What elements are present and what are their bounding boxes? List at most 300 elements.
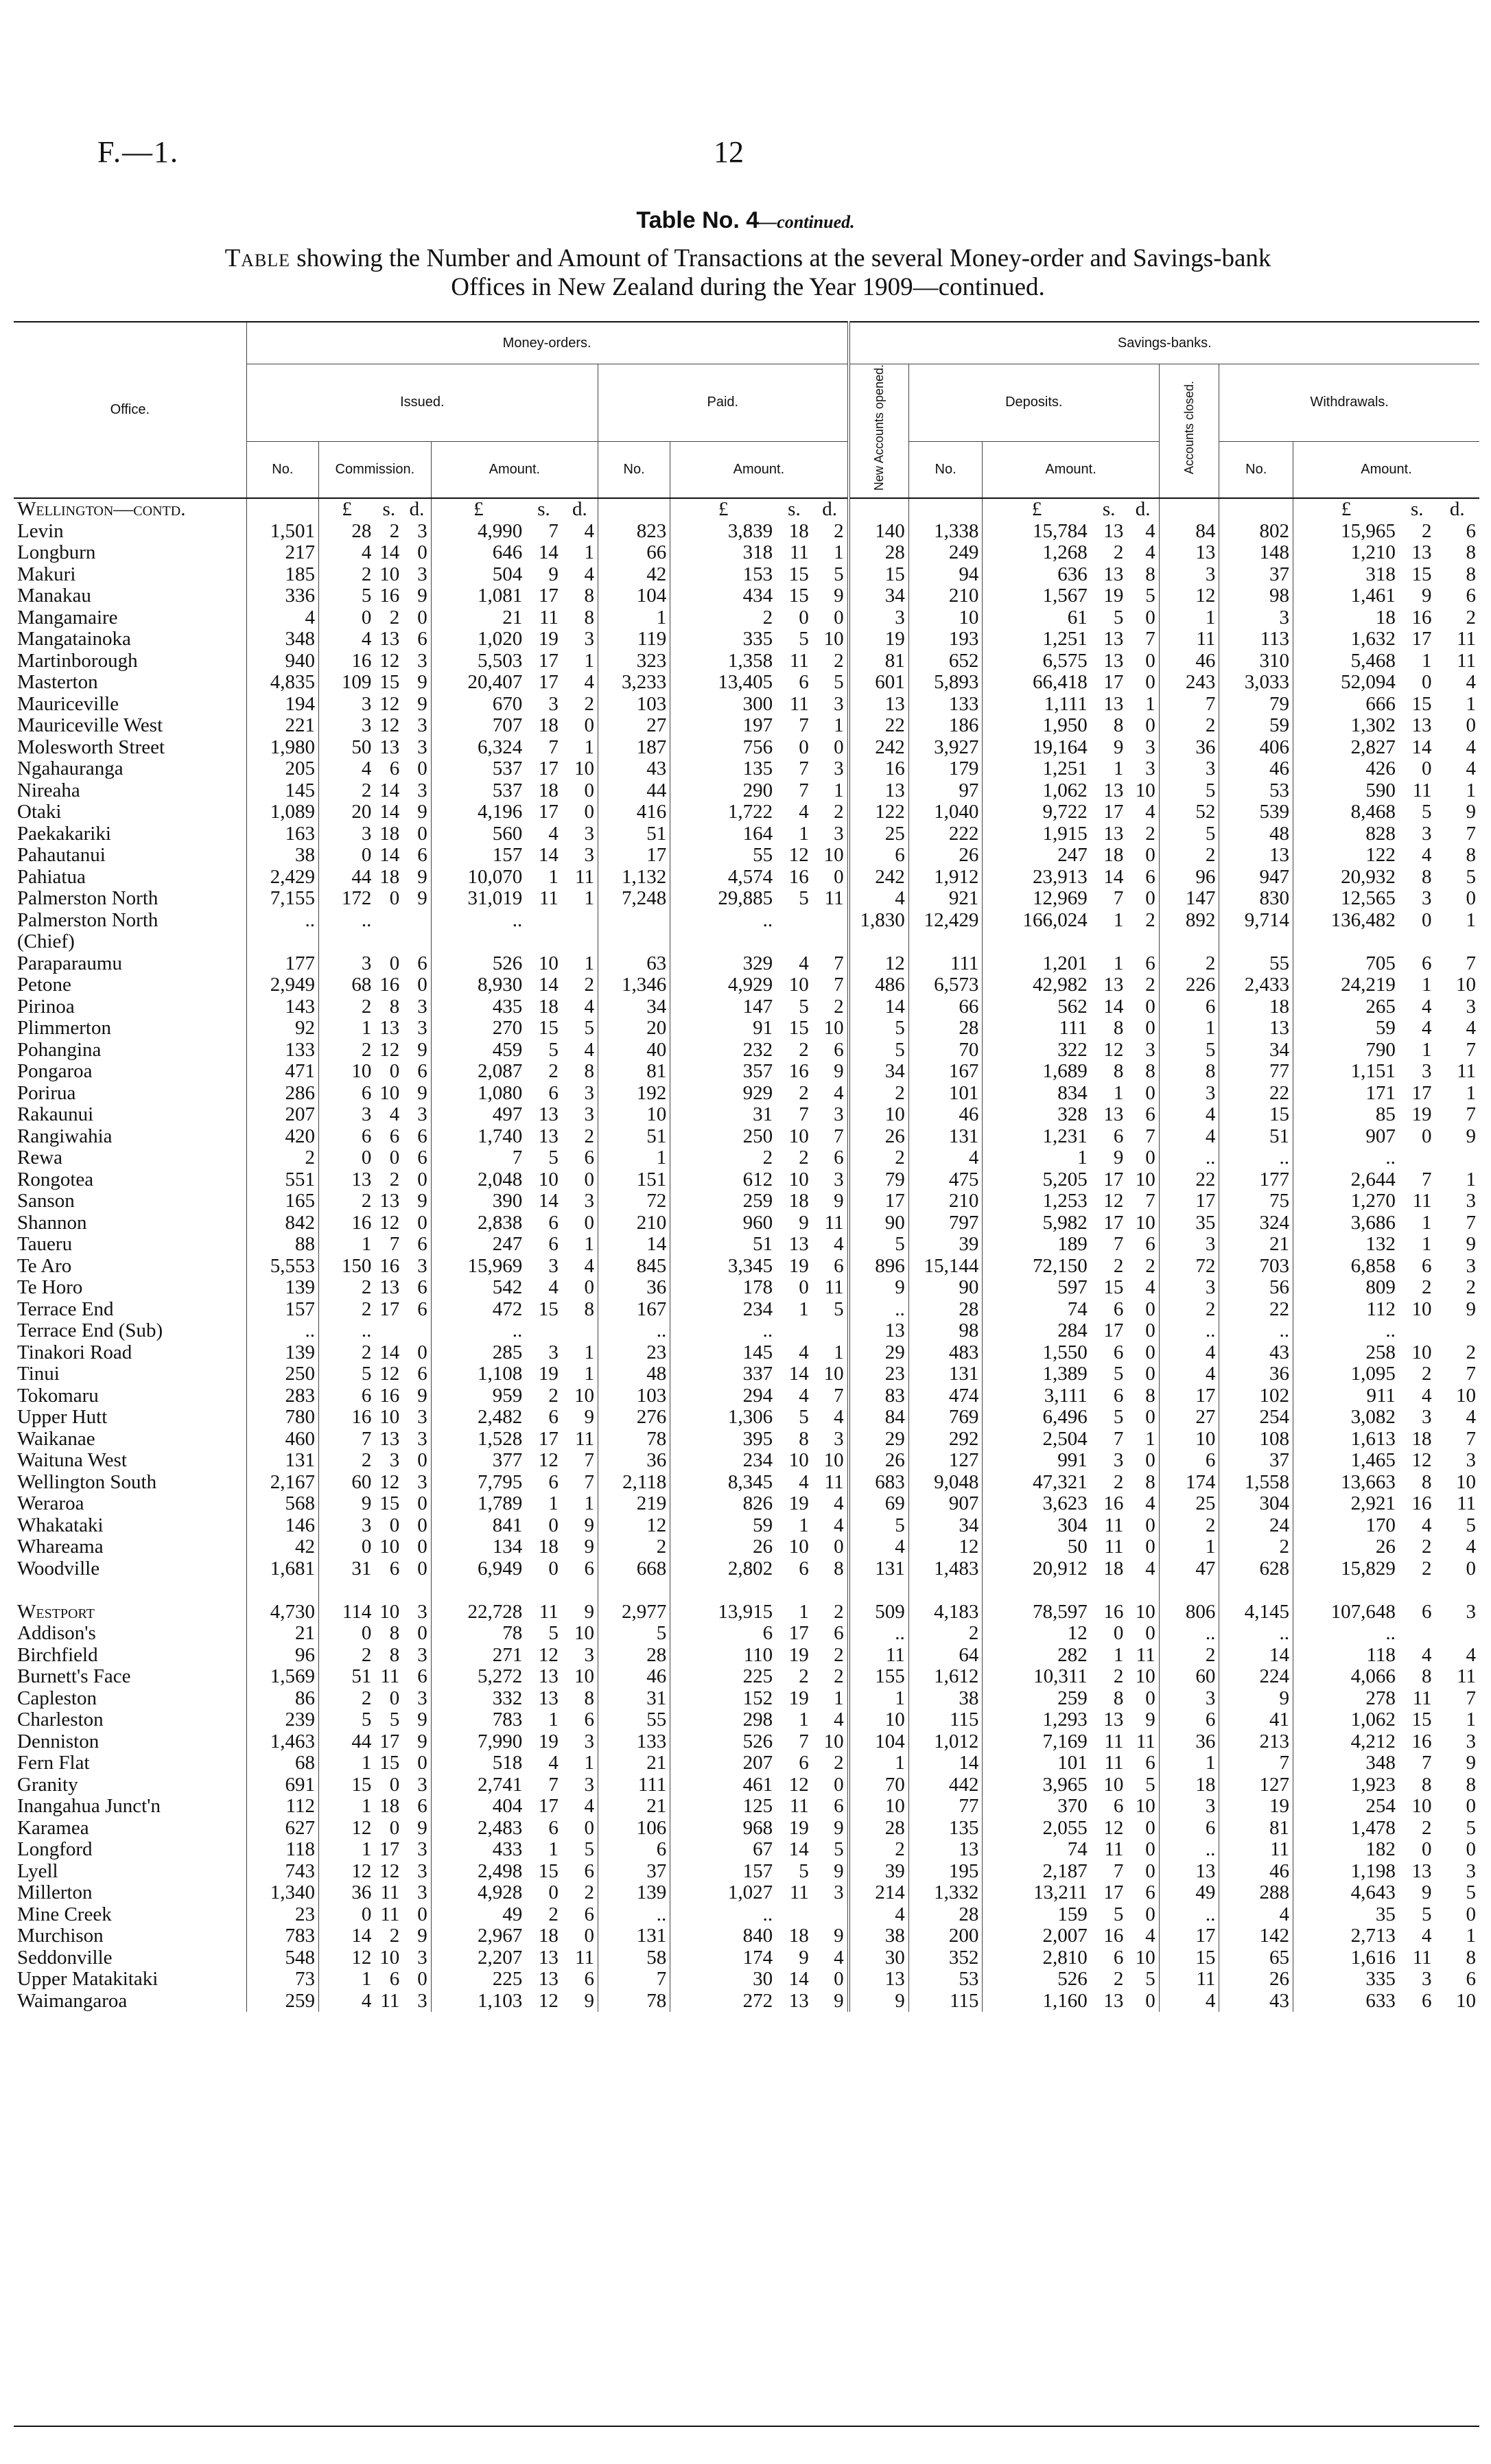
office-name: Waikanae xyxy=(17,1428,95,1450)
value-cell: 1,332 xyxy=(908,1882,983,1904)
value-cell: 13 xyxy=(379,1018,400,1040)
value-cell: 11 xyxy=(380,1666,400,1688)
value-cell: 1,268 xyxy=(983,542,1091,564)
value-cell: 58 xyxy=(598,1947,670,1969)
value-cell: 6 xyxy=(1145,1882,1155,1904)
value-cell: 11 xyxy=(539,1601,559,1623)
value-cell: 0 xyxy=(584,1925,594,1947)
value-cell: 28 xyxy=(908,1299,983,1321)
value-cell: 222 xyxy=(908,823,983,845)
unit-cell: d. xyxy=(1449,498,1465,521)
value-cell: 112 xyxy=(1293,1299,1399,1321)
value-cell: 0 xyxy=(1145,1623,1155,1645)
value-cell: 193 xyxy=(908,629,983,650)
value-cell: 96 xyxy=(1159,867,1219,889)
office-name: Mauriceville xyxy=(17,693,119,715)
value-cell: .. xyxy=(431,910,526,932)
value-cell: 11 xyxy=(1412,1687,1432,1709)
value-cell: 47 xyxy=(1159,1558,1219,1580)
value-cell: 10 xyxy=(379,563,400,585)
value-cell: 5,205 xyxy=(983,1169,1091,1191)
value-cell: 5 xyxy=(1159,823,1219,845)
value-cell: 5 xyxy=(849,1515,909,1537)
value-cell: 828 xyxy=(1293,823,1399,845)
value-cell: 48 xyxy=(1219,823,1293,845)
value-cell: 2 xyxy=(849,1839,909,1861)
value-cell: 5 xyxy=(799,1407,809,1429)
value-cell: 3 xyxy=(318,715,375,737)
value-cell: 239 xyxy=(246,1709,318,1731)
value-cell: 3 xyxy=(417,1407,427,1429)
value-cell: 9 xyxy=(834,1190,844,1212)
value-cell: 460 xyxy=(246,1429,318,1451)
office-name: Sanson xyxy=(17,1190,75,1212)
value-cell: 112 xyxy=(246,1796,318,1818)
value-cell: 1 xyxy=(799,1298,809,1320)
office-name: Levin xyxy=(17,520,64,542)
value-cell xyxy=(849,931,909,953)
value-cell: 78 xyxy=(598,1991,670,2013)
value-cell: 13,915 xyxy=(670,1601,776,1623)
value-cell: 13 xyxy=(379,736,400,758)
value-cell: 8 xyxy=(1113,715,1124,737)
value-cell: 152 xyxy=(670,1688,776,1710)
value-cell: 486 xyxy=(849,974,909,996)
value-cell: 68 xyxy=(246,1752,318,1774)
value-cell: 9 xyxy=(318,1493,375,1515)
value-cell: 22 xyxy=(1219,1083,1293,1105)
value-cell: 6 xyxy=(1145,866,1155,888)
value-cell: 5 xyxy=(548,1039,559,1061)
table-row xyxy=(14,1429,1479,1451)
value-cell: 18 xyxy=(788,520,809,542)
value-cell: 542 xyxy=(431,1277,526,1299)
table-row xyxy=(14,1256,1479,1278)
units-row xyxy=(14,498,1479,521)
value-cell: 0 xyxy=(417,1493,427,1515)
value-cell: 7 xyxy=(1422,1169,1432,1190)
value-cell: 2 xyxy=(1466,1341,1476,1363)
value-cell: 2 xyxy=(1159,1299,1219,1321)
page-number: 12 xyxy=(714,135,744,169)
value-cell xyxy=(776,910,812,932)
value-cell: 70 xyxy=(849,1774,909,1796)
value-cell: 3 xyxy=(849,607,909,629)
value-cell: 6 xyxy=(1422,952,1432,974)
issued-header: Issued. xyxy=(246,364,598,442)
value-cell: 98 xyxy=(908,1320,983,1342)
table-row xyxy=(14,1126,1479,1148)
value-cell: 0 xyxy=(389,1687,400,1709)
value-cell: 1 xyxy=(834,1687,844,1709)
value-cell: 34 xyxy=(1219,1040,1293,1061)
value-cell: 3 xyxy=(389,1450,400,1472)
value-cell: 6 xyxy=(584,1860,594,1882)
value-cell: 4 xyxy=(834,1709,844,1731)
unit-cell: d. xyxy=(822,498,838,521)
value-cell: 4 xyxy=(548,1752,559,1774)
value-cell: 2,007 xyxy=(983,1925,1091,1947)
value-cell: 16 xyxy=(318,1407,375,1429)
value-cell: 13 xyxy=(379,1190,400,1212)
value-cell: 3 xyxy=(834,1428,844,1450)
value-cell: 6 xyxy=(417,1234,427,1256)
office-name: Pahiatua xyxy=(17,866,86,888)
value-cell: 4 xyxy=(834,1082,844,1104)
value-cell: 5 xyxy=(1113,1903,1124,1925)
value-cell: 1 xyxy=(1466,693,1476,715)
value-cell: 75 xyxy=(1219,1190,1293,1212)
value-cell: 7 xyxy=(431,1147,526,1169)
value-cell: 1,550 xyxy=(983,1342,1091,1364)
value-cell: 6 xyxy=(417,1147,427,1169)
value-cell: 5 xyxy=(799,1860,809,1882)
value-cell: 282 xyxy=(983,1645,1091,1667)
value-cell: 119 xyxy=(598,629,670,650)
value-cell: 14 xyxy=(1103,866,1124,888)
value-cell: 6 xyxy=(389,1125,400,1147)
value-cell: 92 xyxy=(246,1018,318,1040)
value-cell: 2 xyxy=(1113,542,1124,564)
value-cell: .. xyxy=(246,1320,318,1342)
office-name: Ngahauranga xyxy=(17,758,124,780)
value-cell: 1 xyxy=(1113,909,1124,931)
office-name: Upper Hutt xyxy=(17,1407,108,1429)
section-title: Wellington—contd. xyxy=(17,498,186,521)
value-cell: 6 xyxy=(1422,1990,1432,2012)
value-cell: 11 xyxy=(575,866,594,888)
value-cell: 11 xyxy=(575,1947,594,1969)
spacer-cell xyxy=(670,1580,776,1601)
value-cell: 5 xyxy=(584,1018,594,1040)
value-cell: 10 xyxy=(538,952,559,974)
value-cell: 234 xyxy=(670,1450,776,1472)
value-cell: 2,967 xyxy=(431,1925,526,1947)
value-cell: 560 xyxy=(431,823,526,845)
value-cell: 1,912 xyxy=(908,867,983,889)
paid-no-header: No. xyxy=(598,441,670,498)
value-cell: 6 xyxy=(834,1796,844,1818)
value-cell: 26 xyxy=(908,845,983,867)
value-cell: 10 xyxy=(379,1601,400,1623)
value-cell: 324 xyxy=(1219,1212,1293,1234)
value-cell: 3 xyxy=(1113,1450,1124,1472)
office-name: Weraroa xyxy=(17,1493,84,1515)
office-name: Granity xyxy=(17,1774,78,1796)
value-cell: 18 xyxy=(788,1190,809,1212)
value-cell: 11 xyxy=(789,693,809,715)
value-cell: 318 xyxy=(1293,564,1399,586)
value-cell xyxy=(318,931,375,953)
value-cell: 2 xyxy=(834,1601,844,1623)
value-cell: 1,923 xyxy=(1293,1774,1399,1796)
value-cell: 131 xyxy=(908,1363,983,1385)
value-cell: 336 xyxy=(246,585,318,607)
value-cell: 15 xyxy=(1103,1277,1124,1299)
value-cell: 48 xyxy=(598,1363,670,1385)
value-cell: 8 xyxy=(1422,1774,1432,1796)
value-cell: 157 xyxy=(431,845,526,867)
value-cell: 1 xyxy=(584,1341,594,1363)
value-cell xyxy=(562,1320,598,1342)
value-cell: 101 xyxy=(908,1083,983,1105)
table-end-rule xyxy=(14,2426,1479,2427)
value-cell: 0 xyxy=(1145,1687,1155,1709)
value-cell: 2 xyxy=(598,1536,670,1558)
value-cell: 1 xyxy=(548,1493,559,1515)
table-row xyxy=(14,715,1479,737)
value-cell: 6 xyxy=(417,629,427,650)
value-cell: 12 xyxy=(598,1515,670,1537)
value-cell: 420 xyxy=(246,1126,318,1148)
office-name: Shannon xyxy=(17,1212,87,1234)
value-cell: 1,830 xyxy=(849,910,909,932)
value-cell: 166,024 xyxy=(983,910,1091,932)
value-cell: 14 xyxy=(1219,1645,1293,1667)
value-cell: 10,311 xyxy=(983,1666,1091,1688)
value-cell: 6 xyxy=(1145,952,1155,974)
value-cell: 1,012 xyxy=(908,1731,983,1753)
value-cell: 0 xyxy=(417,542,427,564)
value-cell: 254 xyxy=(1219,1407,1293,1429)
table-row xyxy=(14,931,1479,953)
value-cell: 52 xyxy=(1159,801,1219,823)
value-cell: 0 xyxy=(417,1169,427,1190)
spacer-cell xyxy=(431,1580,526,1601)
value-cell: 335 xyxy=(670,629,776,650)
value-cell: .. xyxy=(1293,1623,1399,1645)
value-cell: 11 xyxy=(1104,1514,1124,1536)
value-cell: 1 xyxy=(799,1601,809,1623)
value-cell: 7 xyxy=(834,952,844,974)
value-cell: 4 xyxy=(1145,801,1155,823)
value-cell: 539 xyxy=(1219,801,1293,823)
value-cell: 9 xyxy=(1219,1688,1293,1710)
value-cell: 568 xyxy=(246,1493,318,1515)
value-cell: 51 xyxy=(670,1234,776,1256)
value-cell: 135 xyxy=(908,1818,983,1840)
value-cell: 2 xyxy=(1113,1471,1124,1493)
value-cell: 6 xyxy=(1113,1385,1124,1407)
value-cell: 0 xyxy=(417,1752,427,1774)
value-cell: 14 xyxy=(788,1969,809,1991)
value-cell: 562 xyxy=(983,996,1091,1018)
value-cell: 4,145 xyxy=(1219,1601,1293,1623)
value-cell: 197 xyxy=(670,715,776,737)
value-cell: 3 xyxy=(417,1644,427,1666)
value-cell: 10 xyxy=(1456,1990,1476,2012)
value-cell: 133 xyxy=(246,1040,318,1061)
value-cell: 44 xyxy=(318,867,375,889)
value-cell: 13 xyxy=(538,1125,559,1147)
value-cell: 4 xyxy=(584,563,594,585)
value-cell: 242 xyxy=(849,867,909,889)
value-cell: 390 xyxy=(431,1190,526,1212)
value-cell: 146 xyxy=(246,1515,318,1537)
value-cell: 304 xyxy=(983,1515,1091,1537)
value-cell: 352 xyxy=(908,1947,983,1969)
value-cell xyxy=(812,931,849,953)
value-cell: 15,829 xyxy=(1293,1558,1399,1580)
office-name: Mangatainoka xyxy=(17,629,131,650)
value-cell: .. xyxy=(1159,1320,1219,1342)
value-cell: 17 xyxy=(598,845,670,867)
value-cell: 104 xyxy=(598,585,670,607)
value-cell: 11 xyxy=(1457,1493,1476,1515)
value-cell: 8 xyxy=(1466,542,1476,564)
value-cell: 3 xyxy=(1422,888,1432,910)
office-name: Mangamaire xyxy=(17,607,118,629)
value-cell: 3 xyxy=(417,520,427,542)
value-cell: 1,095 xyxy=(1293,1363,1399,1385)
value-cell: 3 xyxy=(1422,1407,1432,1429)
value-cell: 10 xyxy=(1456,1385,1476,1407)
table-row xyxy=(14,1407,1479,1429)
value-cell: 7,990 xyxy=(431,1731,526,1753)
value-cell: 67 xyxy=(670,1839,776,1861)
savings-banks-header: Savings-banks. xyxy=(849,322,1479,364)
value-cell xyxy=(812,1904,849,1926)
unit-cell: £ xyxy=(670,498,776,521)
value-cell: 294 xyxy=(670,1385,776,1407)
value-cell: 1 xyxy=(1113,1644,1124,1666)
value-cell: 4 xyxy=(799,952,809,974)
value-cell: 2 xyxy=(1466,1277,1476,1299)
value-cell: 10 xyxy=(1411,1298,1432,1320)
value-cell: 426 xyxy=(1293,758,1399,780)
value-cell: 5 xyxy=(1113,607,1124,629)
value-cell: 1 xyxy=(584,736,594,758)
value-cell: 9 xyxy=(834,1061,844,1083)
value-cell: 5 xyxy=(1113,1407,1124,1429)
value-cell: 22,728 xyxy=(431,1601,526,1623)
value-cell: 5 xyxy=(548,1623,559,1645)
value-cell: 27 xyxy=(598,715,670,737)
value-cell: 1,915 xyxy=(983,823,1091,845)
value-cell: 5 xyxy=(598,1623,670,1645)
value-cell: 12 xyxy=(983,1623,1091,1645)
value-cell: 0 xyxy=(389,888,400,910)
value-cell: 14 xyxy=(538,974,559,996)
office-name: Pohangina xyxy=(17,1039,102,1061)
table-row xyxy=(14,1104,1479,1126)
value-cell: 7 xyxy=(799,1730,809,1752)
value-cell: 9 xyxy=(1422,585,1432,607)
value-cell: 2 xyxy=(799,1039,809,1061)
value-cell: 1,270 xyxy=(1293,1190,1399,1212)
value-cell: 3 xyxy=(1159,1277,1219,1299)
value-cell: 1,616 xyxy=(1293,1947,1399,1969)
value-cell: 2 xyxy=(834,801,844,823)
value-cell: 830 xyxy=(1219,888,1293,910)
value-cell: 2 xyxy=(908,1623,983,1645)
value-cell: 15 xyxy=(379,1752,400,1774)
value-cell xyxy=(1159,931,1219,953)
office-name: Pirinoa xyxy=(17,996,75,1018)
value-cell: 157 xyxy=(670,1861,776,1883)
value-cell: 1 xyxy=(834,542,844,564)
value-cell: 3 xyxy=(834,758,844,780)
value-cell: 826 xyxy=(670,1493,776,1515)
unit-cell xyxy=(1219,498,1293,521)
value-cell: 10 xyxy=(318,1061,375,1083)
value-cell: 9 xyxy=(417,1925,427,1947)
value-cell: 17 xyxy=(538,758,559,780)
value-cell: 3 xyxy=(834,1104,844,1126)
value-cell: 19 xyxy=(849,629,909,650)
value-cell: 20 xyxy=(598,1018,670,1040)
value-cell: 4 xyxy=(834,1514,844,1536)
unit-cell: £ xyxy=(1293,498,1399,521)
value-cell: 2 xyxy=(1422,1277,1432,1299)
value-cell: 5 xyxy=(1466,1817,1476,1839)
value-cell xyxy=(526,1320,562,1342)
value-cell: 2 xyxy=(834,1644,844,1666)
table-row xyxy=(14,1277,1479,1299)
value-cell: 18 xyxy=(379,823,400,845)
value-cell: 6 xyxy=(799,1752,809,1774)
value-cell: 0 xyxy=(318,1536,375,1558)
table-row xyxy=(14,585,1479,607)
value-cell: 3 xyxy=(1466,1730,1476,1752)
value-cell: 15 xyxy=(1411,693,1432,715)
office-name: Paraparaumu xyxy=(17,952,122,974)
value-cell: 17 xyxy=(538,1796,559,1818)
value-cell xyxy=(375,1320,403,1342)
value-cell: 4 xyxy=(1422,1385,1432,1407)
value-cell: 0 xyxy=(389,1514,400,1536)
value-cell: 1,681 xyxy=(246,1558,318,1580)
value-cell: 288 xyxy=(1219,1882,1293,1904)
office-name: Palmerston North xyxy=(17,909,159,931)
value-cell: 2 xyxy=(670,607,776,629)
value-cell: 10 xyxy=(788,974,809,996)
value-cell: 145 xyxy=(246,780,318,802)
caption-lead: Table xyxy=(224,244,291,272)
value-cell: 911 xyxy=(1293,1385,1399,1407)
value-cell: 195 xyxy=(908,1861,983,1883)
office-name: Te Horo xyxy=(17,1277,83,1299)
value-cell: 0 xyxy=(1145,715,1155,737)
value-cell: 15 xyxy=(849,564,909,586)
office-name: Paekakariki xyxy=(17,823,111,845)
value-cell: 691 xyxy=(246,1774,318,1796)
value-cell: 3 xyxy=(417,1018,427,1040)
unit-cell: £ xyxy=(983,498,1091,521)
value-cell: 3 xyxy=(417,1990,427,2012)
office-name: Whakataki xyxy=(17,1514,104,1536)
value-cell: 9,722 xyxy=(983,801,1091,823)
value-cell: 13 xyxy=(1103,629,1124,650)
value-cell: 11 xyxy=(1104,1730,1124,1752)
value-cell: 213 xyxy=(1219,1731,1293,1753)
office-name: Tinui xyxy=(17,1363,60,1385)
value-cell: 41 xyxy=(1219,1709,1293,1731)
value-cell: 13 xyxy=(538,1969,559,1991)
value-cell: 13 xyxy=(538,1687,559,1709)
value-cell: 30 xyxy=(670,1969,776,1991)
value-cell: 174 xyxy=(670,1947,776,1969)
value-cell: 250 xyxy=(670,1126,776,1148)
table-row xyxy=(14,1947,1479,1969)
value-cell: 6,575 xyxy=(983,650,1091,672)
value-cell: 0 xyxy=(417,1969,427,1991)
table-row xyxy=(14,1320,1479,1342)
value-cell: 7 xyxy=(799,779,809,801)
value-cell: 7 xyxy=(1113,1428,1124,1450)
value-cell: 3 xyxy=(584,823,594,845)
value-cell: 10 xyxy=(574,1666,594,1688)
